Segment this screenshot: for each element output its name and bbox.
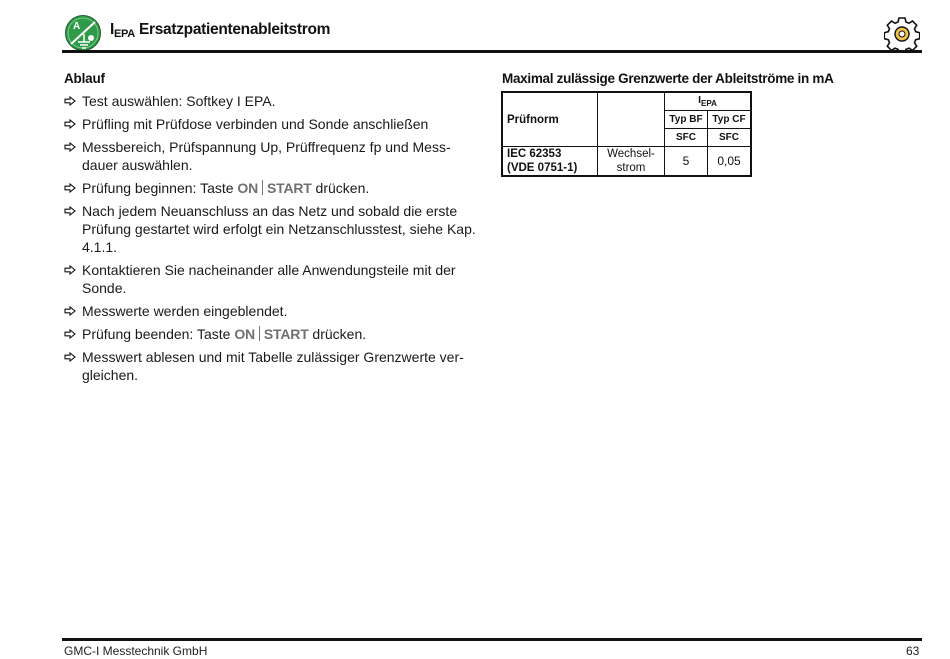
- cell-bf: 5: [665, 147, 708, 177]
- start-key-label: START: [263, 326, 309, 342]
- cell-type: Wechsel- strom: [598, 147, 665, 177]
- arrow-right-icon: [64, 202, 82, 220]
- sfc-label-bf: SFC: [665, 129, 708, 147]
- start-key-label: START: [267, 180, 312, 196]
- header-rule: [62, 50, 922, 53]
- list-item: Prüfung beginnen: Taste ON START drücken.: [64, 179, 479, 197]
- list-item: Prüfung beenden: Taste ON START drücken.: [64, 325, 479, 343]
- footer-company: GMC-I Messtechnik GmbH: [64, 644, 208, 658]
- column-header-current: $I_{EPA}$: [665, 92, 752, 111]
- cell-norm: IEC 62353 (VDE 0751-1): [502, 147, 598, 177]
- arrow-right-icon: [64, 261, 82, 279]
- arrow-right-icon: [64, 138, 82, 156]
- list-item: Kontaktieren Sie nacheinander alle Anwendungsteile mit der Sonde.: [64, 261, 479, 297]
- arrow-right-icon: [64, 115, 82, 133]
- cell-cf: 0,05: [708, 147, 752, 177]
- arrow-right-icon: [64, 179, 82, 197]
- on-key-label: ON: [234, 326, 255, 342]
- sfc-label-cf: SFC: [708, 129, 752, 147]
- column-header-type: [598, 92, 665, 147]
- svg-text:A: A: [73, 21, 81, 32]
- arrow-right-icon: [64, 325, 82, 343]
- arrow-right-icon: [64, 302, 82, 320]
- on-key-label: ON: [237, 180, 259, 196]
- arrow-right-icon: [64, 92, 82, 110]
- list-item: Messwert ablesen und mit Tabelle zulässiger Grenzwerte ver-gleichen.: [64, 348, 479, 384]
- page-title: $I_{EPA}$ Ersatzpatientenableitstrom: [110, 21, 331, 40]
- procedure-heading: Ablauf: [64, 71, 105, 86]
- footer-rule: [62, 638, 922, 641]
- column-header-norm: Prüfnorm: [502, 92, 598, 147]
- list-item: Prüfling mit Prüfdose verbinden und Sonde anschließen: [64, 115, 479, 133]
- column-header-bf: Typ BF: [665, 111, 708, 129]
- leakage-current-logo-icon: [64, 14, 102, 52]
- column-header-cf: Typ CF: [708, 111, 752, 129]
- limits-table: [501, 91, 752, 177]
- list-item: Messwerte werden eingeblendet.: [64, 302, 479, 320]
- list-item: Nach jedem Neuanschluss an das Netz und sobald die erste Prüfung gestartet wird erfolgt ein Netzanschlusstest, siehe Kap. 4.1.1.: [64, 202, 479, 256]
- arrow-right-icon: [64, 348, 82, 366]
- gear-icon: [884, 16, 920, 52]
- procedure-steps: [64, 92, 479, 389]
- limits-table-heading: Maximal zulässige Grenzwerte der Ableitströme in mA: [502, 71, 834, 86]
- page-number: 63: [906, 644, 920, 658]
- table-row: [502, 147, 751, 177]
- list-item: Messbereich, Prüfspannung Up, Prüffrequenz fp und Mess-dauer auswählen.: [64, 138, 479, 174]
- list-item: Test auswählen: Softkey I EPA.: [64, 92, 479, 110]
